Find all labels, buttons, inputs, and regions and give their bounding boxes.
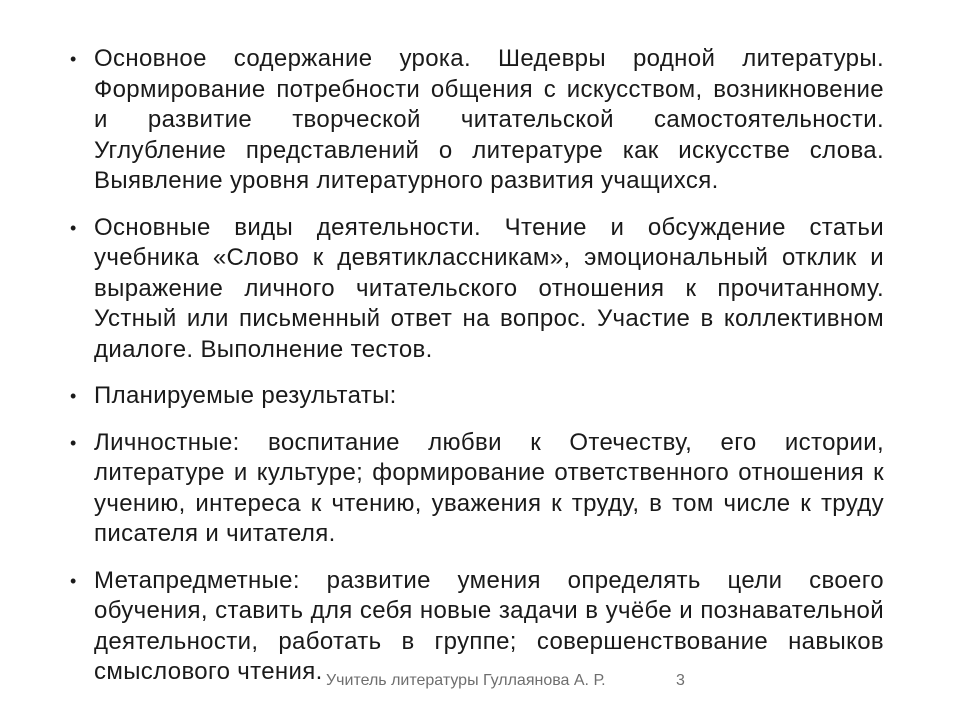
- bullet-icon: •: [70, 217, 77, 238]
- bullet-icon: •: [70, 432, 77, 453]
- bullet-list: [60, 44, 884, 704]
- bullet-text: Основное содержание урока. Шедевры родной литературы. Формирование потребности общения с искусством, возникновение и развитие творческой читательской самостоятельности. Углубление представлений о литературе как искусстве слова. Выявление уровня литературного развития учащихся.: [94, 45, 884, 194]
- bullet-text: Основные виды деятельности. Чтение и обсуждение статьи учебника «Слово к девятиклассникам», эмоциональный отклик и выражение личного читательского отношения к прочитанному. Устный или письменный ответ на вопрос. Участие в коллективном диалоге. Выполнение тестов.: [94, 213, 884, 363]
- bullet-item: [60, 428, 884, 550]
- bullet-item: [60, 213, 884, 366]
- page-number: 3: [676, 672, 685, 689]
- bullet-icon: •: [70, 386, 77, 406]
- bullet-item: [60, 566, 884, 688]
- slide-footer: [326, 672, 706, 690]
- bullet-item: [60, 44, 884, 197]
- bullet-text: Метапредметные: развитие умения определять цели своего обучения, ставить для себя новые задачи в учёбе и познавательной деятельности, работать в группе; совершенствование навыков смыслового чтения.: [94, 566, 884, 685]
- bullet-text: Планируемые результаты:: [94, 382, 397, 409]
- footer-author: Учитель литературы Гуллаянова А. Р.: [326, 672, 606, 689]
- bullet-icon: •: [70, 49, 77, 69]
- bullet-icon: •: [70, 570, 77, 591]
- bullet-item: [60, 381, 884, 412]
- bullet-text: Личностные: воспитание любви к Отечеству, его истории, литературе и культуре; формирование ответственного отношения к учению, интереса к чтению, уважения к труду, в том числе к труду писателя и читателя.: [94, 428, 884, 547]
